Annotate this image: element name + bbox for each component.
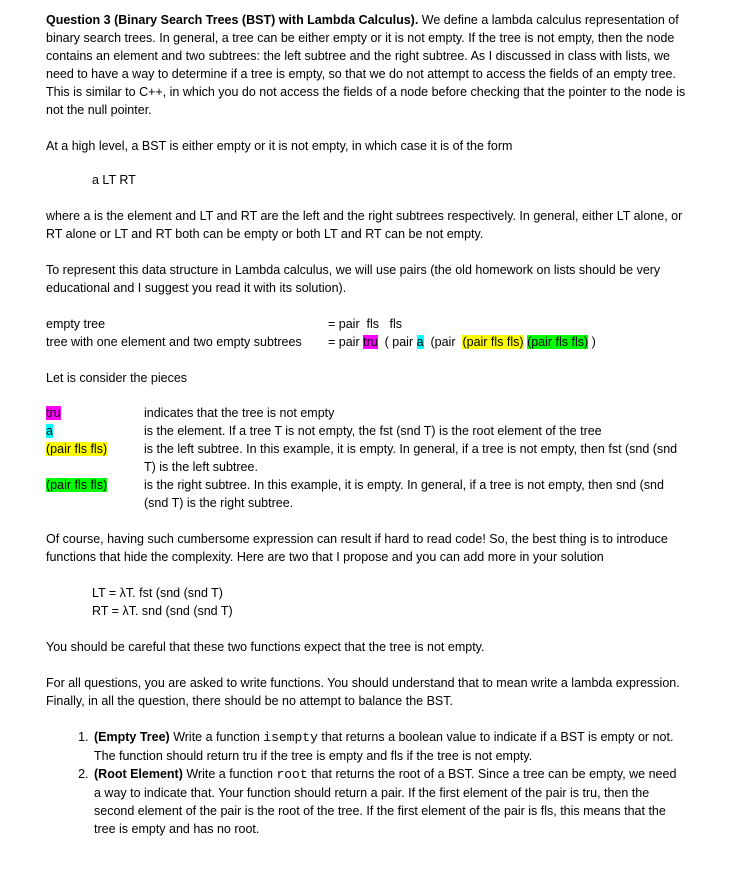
item-title: (Empty Tree): [94, 730, 170, 744]
tru-highlight: tru: [363, 335, 378, 349]
question-list: [46, 728, 686, 838]
one-element-tree-label: tree with one element and two empty subtrees: [46, 335, 302, 349]
document: [46, 11, 686, 838]
piece-desc: is the right subtree. In this example, it is empty. In general, if a tree is not empty, then snd (snd (snd T) is the right subtree.: [144, 478, 664, 510]
question-intro-text: We define a lambda calculus representation of binary search trees. In general, a tree can be either empty or it is not empty. If the tree is not empty, then the node contains an element and two subtrees: the left subtree and the right subtree. As I discussed in class with lists, we need to have a way to determine if a tree is empty, so that we do not attempt to access the fields of an empty tree. This is similar to C++, in which you do not access the fields of a node before checking that the pointer to the node is not the null pointer.: [46, 13, 686, 117]
left-subtree-highlight: (pair fls fls): [462, 335, 524, 349]
where-paragraph: where a is the element and LT and RT are the left and the right subtrees respectively. In general, either LT alone, or RT alone or LT and RT both can be empty or both LT and RT can be not empty.: [46, 209, 683, 241]
helper-functions: [92, 584, 686, 620]
piece-desc: is the left subtree. In this example, it is empty. In general, if a tree is not empty, then fst (snd (snd T) is the left subtree.: [144, 442, 678, 474]
expr-suffix: ): [588, 335, 596, 349]
of-course-paragraph: Of course, having such cumbersome expression can result if hard to read code! So, the best thing is to introduce functions that hide the complexity. Here are two that I propose and you can add more in your solution: [46, 532, 668, 564]
piece-term-right-subtree: (pair fls fls): [46, 478, 108, 492]
tree-form: a LT RT: [92, 173, 136, 187]
piece-term-tru: tru: [46, 406, 61, 420]
for-all-paragraph: For all questions, you are asked to write functions. You should understand that to mean write a lambda expression. Finally, in all the question, there should be no attempt to balance the BST.: [46, 676, 680, 708]
question-heading: Question 3 (Binary Search Trees (BST) with Lambda Calculus).: [46, 13, 419, 27]
piece-term-left-subtree: (pair fls fls): [46, 442, 108, 456]
function-name-code: isempty: [263, 730, 318, 745]
lt-function: LT = λT. fst (snd (snd T): [92, 586, 223, 600]
one-element-tree-row: [46, 333, 686, 351]
function-name-code: root: [276, 767, 308, 782]
empty-tree-expression: = pair fls fls: [328, 317, 402, 331]
item-text: that returns the root of a BST. Since a tree can be empty, we need a way to indicate that. Your function should return a pair. If the first element of the pair is tru, then the second element of the pair is the root of the tree. If the first element of the pair is fls, this means that the tree is empty and has no root.: [94, 767, 677, 836]
item-text: Write a function: [169, 730, 264, 744]
element-a-highlight: a: [416, 335, 424, 349]
question-item-root-element: [92, 765, 686, 838]
right-subtree-highlight: (pair fls fls): [527, 335, 589, 349]
rt-function: RT = λT. snd (snd (snd T): [92, 604, 233, 618]
empty-tree-row: [46, 315, 686, 333]
question-item-empty-tree: [92, 728, 686, 765]
piece-row: [46, 440, 686, 476]
piece-row: [46, 422, 686, 440]
expr-mid2: (pair: [423, 335, 463, 349]
item-title: (Root Element): [94, 767, 183, 781]
expr-prefix: = pair: [328, 335, 364, 349]
item-text: Write a function: [182, 767, 277, 781]
high-level-paragraph: At a high level, a BST is either empty or it is not empty, in which case it is of the form: [46, 139, 513, 153]
piece-row: [46, 404, 686, 422]
piece-row: [46, 476, 686, 512]
piece-desc: is the element. If a tree T is not empty, the fst (snd T) is the root element of the tree: [144, 424, 602, 438]
expr-mid1: ( pair: [377, 335, 417, 349]
question-intro-paragraph: [46, 11, 686, 119]
one-element-tree-expression: [328, 333, 596, 351]
careful-paragraph: You should be careful that these two functions expect that the tree is not empty.: [46, 640, 485, 654]
piece-desc: indicates that the tree is not empty: [144, 406, 335, 420]
represent-paragraph: To represent this data structure in Lambda calculus, we will use pairs (the old homework on lists should be very educational and I suggest you read it with its solution).: [46, 263, 661, 295]
piece-term-a: a: [46, 424, 53, 438]
item-text: that returns a boolean value to indicate if a BST is empty or not. The function should return tru if the tree is empty and fls if the tree is not empty.: [94, 730, 674, 763]
pieces-intro: Let is consider the pieces: [46, 371, 188, 385]
pieces-list: [46, 404, 686, 512]
empty-tree-label: empty tree: [46, 317, 106, 331]
representation-block: [46, 315, 686, 351]
